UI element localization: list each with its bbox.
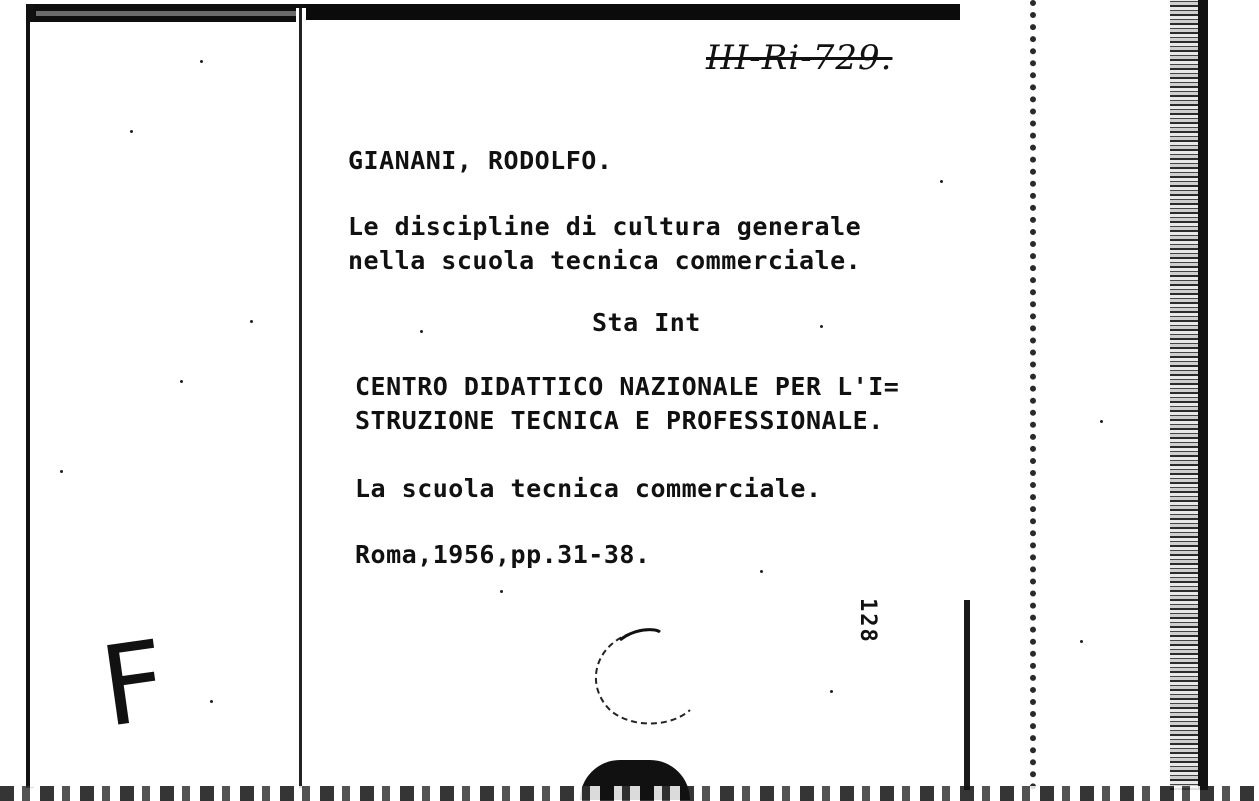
scan-speck <box>250 320 253 323</box>
punch-hole-circle <box>560 610 740 740</box>
card-side-number: 128 <box>855 598 880 644</box>
scan-speck <box>1100 420 1103 423</box>
scan-speck <box>130 130 133 133</box>
top-film-edge-right <box>305 4 960 20</box>
index-letter: F <box>93 616 174 752</box>
scan-speck <box>420 330 423 333</box>
top-film-edge-inner <box>36 11 298 16</box>
card-title-line-2: nella scuola tecnica commerciale. <box>348 246 862 275</box>
scan-speck <box>830 690 833 693</box>
scan-speck <box>200 60 203 63</box>
scan-speck <box>760 570 763 573</box>
scan-speck <box>180 380 183 383</box>
scan-speck <box>210 700 213 703</box>
scan-speck <box>1080 640 1083 643</box>
scan-speck <box>820 325 823 328</box>
right-card-panel <box>1030 0 1181 790</box>
card-author: GIANANI, RODOLFO. <box>348 146 613 175</box>
left-card-panel <box>30 22 302 787</box>
scan-speck <box>940 180 943 183</box>
left-card-border <box>296 8 306 788</box>
scan-speck <box>500 590 503 593</box>
right-film-border <box>1198 0 1208 790</box>
scan-speck <box>60 470 63 473</box>
card-subtitle: La scuola tecnica commerciale. <box>355 474 822 503</box>
card-section: Sta Int <box>592 308 701 337</box>
card-imprint: Roma,1956,pp.31-38. <box>355 540 651 569</box>
card-right-border <box>964 600 970 790</box>
bottom-film-edge <box>0 786 1259 801</box>
card-title-line-1: Le discipline di cultura generale <box>348 212 862 241</box>
card-institution-line-1: CENTRO DIDATTICO NAZIONALE PER L'I= <box>355 372 900 401</box>
card-institution-line-2: STRUZIONE TECNICA E PROFESSIONALE. <box>355 406 884 435</box>
catalog-shelfmark: III-Ri-729. <box>706 38 893 78</box>
